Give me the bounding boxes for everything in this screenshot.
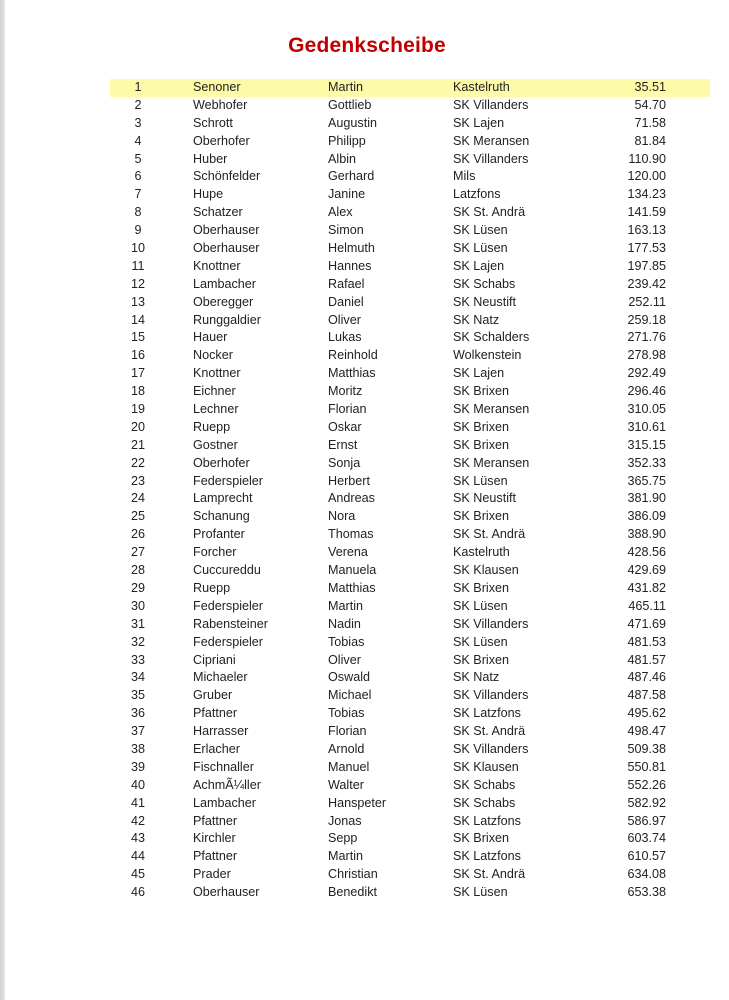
result-row	[110, 437, 710, 455]
score-cell: 197.85	[627, 258, 666, 273]
result-row	[110, 723, 710, 741]
last-name-cell: Oberhauser	[193, 241, 260, 256]
score-cell: 487.46	[627, 670, 666, 685]
rank-cell: 30	[130, 598, 145, 613]
score-cell: 278.98	[627, 348, 666, 363]
club-cell: SK Natz	[453, 670, 500, 685]
last-name-cell: Pfattner	[193, 706, 238, 721]
last-name-cell: Ruepp	[193, 580, 231, 595]
last-name-cell: Lambacher	[193, 276, 257, 291]
last-name-cell: Prader	[193, 867, 231, 882]
last-name-cell: Eichner	[193, 384, 236, 399]
club-cell: SK Villanders	[453, 151, 529, 166]
last-name-cell: Huber	[193, 151, 228, 166]
rank-cell: 5	[134, 151, 142, 166]
club-cell: SK Latzfons	[453, 813, 521, 828]
result-row	[110, 848, 710, 866]
last-name-cell: Michaeler	[193, 670, 248, 685]
last-name-cell: Ruepp	[193, 419, 231, 434]
rank-cell: 6	[134, 169, 142, 184]
result-row	[110, 759, 710, 777]
first-name-cell: Lukas	[328, 330, 362, 345]
score-cell: 429.69	[627, 563, 666, 578]
last-name-cell: Oberegger	[193, 294, 254, 309]
score-cell: 81.84	[634, 133, 666, 148]
result-row	[110, 544, 710, 562]
last-name-cell: Lamprecht	[193, 491, 253, 506]
score-cell: 120.00	[627, 169, 666, 184]
score-cell: 310.61	[627, 419, 666, 434]
club-cell: SK Brixen	[453, 509, 509, 524]
rank-cell: 10	[130, 241, 145, 256]
first-name-cell: Oliver	[328, 652, 361, 667]
club-cell: SK St. Andrä	[453, 205, 526, 220]
score-cell: 582.92	[627, 795, 666, 810]
club-cell: SK St. Andrä	[453, 527, 526, 542]
first-name-cell: Arnold	[328, 741, 365, 756]
club-cell: SK Villanders	[453, 616, 529, 631]
last-name-cell: Federspieler	[193, 634, 263, 649]
last-name-cell: Federspieler	[193, 598, 263, 613]
club-cell: SK Schabs	[453, 795, 516, 810]
result-row	[110, 652, 710, 670]
rank-cell: 16	[130, 348, 145, 363]
rank-cell: 33	[130, 652, 145, 667]
rank-cell: 36	[130, 706, 145, 721]
last-name-cell: Lechner	[193, 402, 239, 417]
club-cell: SK Villanders	[453, 688, 529, 703]
first-name-cell: Martin	[328, 598, 363, 613]
last-name-cell: Knottner	[193, 258, 241, 273]
club-cell: SK Brixen	[453, 580, 509, 595]
result-row	[110, 383, 710, 401]
score-cell: 586.97	[627, 813, 666, 828]
first-name-cell: Manuela	[328, 563, 377, 578]
first-name-cell: Tobias	[328, 634, 365, 649]
last-name-cell: AchmÃ¼ller	[193, 777, 261, 792]
rank-cell: 22	[130, 455, 145, 470]
score-cell: 498.47	[627, 724, 666, 739]
last-name-cell: Forcher	[193, 545, 237, 560]
score-cell: 292.49	[627, 366, 666, 381]
result-row	[110, 97, 710, 115]
first-name-cell: Oskar	[328, 419, 362, 434]
club-cell: Kastelruth	[453, 80, 510, 94]
club-cell: SK St. Andrä	[453, 867, 526, 882]
last-name-cell: Hauer	[193, 330, 228, 345]
club-cell: SK Brixen	[453, 652, 509, 667]
club-cell: SK Lüsen	[453, 473, 508, 488]
first-name-cell: Gerhard	[328, 169, 375, 184]
rank-cell: 4	[134, 133, 142, 148]
last-name-cell: Schanung	[193, 509, 250, 524]
rank-cell: 39	[130, 759, 145, 774]
club-cell: Latzfons	[453, 187, 501, 202]
rank-cell: 1	[134, 80, 142, 94]
score-cell: 296.46	[627, 384, 666, 399]
rank-cell: 20	[130, 419, 145, 434]
club-cell: Mils	[453, 169, 476, 184]
rank-cell: 43	[130, 831, 145, 846]
club-cell: SK Villanders	[453, 97, 529, 112]
rank-cell: 24	[130, 491, 145, 506]
result-row	[110, 347, 710, 365]
score-cell: 481.57	[627, 652, 666, 667]
last-name-cell: Webhofer	[193, 97, 248, 112]
score-cell: 495.62	[627, 706, 666, 721]
result-row	[110, 168, 710, 186]
first-name-cell: Verena	[328, 545, 368, 560]
result-row	[110, 151, 710, 169]
first-name-cell: Matthias	[328, 366, 376, 381]
score-cell: 386.09	[627, 509, 666, 524]
club-cell: SK Schabs	[453, 777, 516, 792]
first-name-cell: Benedikt	[328, 885, 378, 900]
score-cell: 134.23	[627, 187, 666, 202]
first-name-cell: Simon	[328, 223, 364, 238]
first-name-cell: Manuel	[328, 759, 370, 774]
score-cell: 634.08	[627, 867, 666, 882]
club-cell: SK Meransen	[453, 455, 530, 470]
rank-cell: 13	[130, 294, 145, 309]
result-row	[110, 455, 710, 473]
result-row	[110, 866, 710, 884]
first-name-cell: Jonas	[328, 813, 362, 828]
first-name-cell: Michael	[328, 688, 372, 703]
result-row	[110, 616, 710, 634]
first-name-cell: Rafael	[328, 276, 365, 291]
club-cell: SK Meransen	[453, 133, 530, 148]
club-cell: SK St. Andrä	[453, 724, 526, 739]
rank-cell: 35	[130, 688, 145, 703]
last-name-cell: Cuccureddu	[193, 563, 261, 578]
rank-cell: 26	[130, 527, 145, 542]
result-row	[110, 562, 710, 580]
club-cell: SK Latzfons	[453, 849, 521, 864]
last-name-cell: Profanter	[193, 527, 245, 542]
club-cell: SK Klausen	[453, 759, 519, 774]
last-name-cell: Runggaldier	[193, 312, 261, 327]
rank-cell: 7	[134, 187, 142, 202]
last-name-cell: Harrasser	[193, 724, 249, 739]
last-name-cell: Pfattner	[193, 849, 238, 864]
score-cell: 271.76	[627, 330, 666, 345]
score-cell: 610.57	[627, 849, 666, 864]
first-name-cell: Augustin	[328, 115, 378, 130]
last-name-cell: Rabensteiner	[193, 616, 268, 631]
first-name-cell: Helmuth	[328, 241, 375, 256]
result-row	[110, 258, 710, 276]
result-row	[110, 813, 710, 831]
first-name-cell: Martin	[328, 849, 363, 864]
score-cell: 465.11	[628, 598, 666, 613]
score-cell: 177.53	[627, 241, 666, 256]
result-row	[110, 508, 710, 526]
score-cell: 310.05	[627, 402, 666, 417]
first-name-cell: Alex	[328, 205, 353, 220]
page-title: Gedenkscheibe	[288, 34, 446, 57]
last-name-cell: Oberhofer	[193, 455, 250, 470]
result-row	[110, 669, 710, 687]
club-cell: SK Brixen	[453, 437, 509, 452]
rank-cell: 21	[130, 437, 145, 452]
score-cell: 110.90	[628, 151, 666, 166]
rank-cell: 46	[130, 885, 145, 900]
score-cell: 54.70	[634, 97, 666, 112]
club-cell: SK Villanders	[453, 741, 529, 756]
rank-cell: 27	[130, 545, 145, 560]
result-row	[110, 598, 710, 616]
first-name-cell: Tobias	[328, 706, 365, 721]
club-cell: SK Lajen	[453, 366, 505, 381]
last-name-cell: Gostner	[193, 437, 238, 452]
first-name-cell: Gottlieb	[328, 97, 372, 112]
first-name-cell: Janine	[328, 187, 366, 202]
first-name-cell: Ernst	[328, 437, 358, 452]
score-cell: 428.56	[627, 545, 666, 560]
rank-cell: 25	[130, 509, 145, 524]
club-cell: SK Lajen	[453, 258, 505, 273]
result-row	[110, 830, 710, 848]
score-cell: 471.69	[627, 616, 666, 631]
last-name-cell: Fischnaller	[193, 759, 254, 774]
result-row	[110, 741, 710, 759]
last-name-cell: Senoner	[193, 80, 241, 94]
result-row	[110, 294, 710, 312]
result-row	[110, 795, 710, 813]
score-cell: 509.38	[627, 741, 666, 756]
first-name-cell: Sepp	[328, 831, 358, 846]
result-row	[110, 401, 710, 419]
rank-cell: 29	[130, 580, 145, 595]
rank-cell: 34	[130, 670, 145, 685]
rank-cell: 37	[130, 724, 145, 739]
result-row	[110, 705, 710, 723]
result-row	[110, 312, 710, 330]
last-name-cell: Erlacher	[193, 741, 240, 756]
score-cell: 352.33	[627, 455, 666, 470]
rank-cell: 19	[130, 402, 145, 417]
club-cell: SK Brixen	[453, 831, 509, 846]
result-row	[110, 526, 710, 544]
result-row	[110, 365, 710, 383]
result-row	[110, 777, 710, 795]
result-row	[110, 884, 710, 902]
result-row-highlighted	[110, 79, 710, 97]
last-name-cell: Nocker	[193, 348, 233, 363]
score-cell: 163.13	[627, 223, 666, 238]
result-row	[110, 276, 710, 294]
first-name-cell: Nora	[328, 509, 356, 524]
score-cell: 252.11	[628, 294, 666, 309]
score-cell: 487.58	[627, 688, 666, 703]
first-name-cell: Matthias	[328, 580, 376, 595]
score-cell: 388.90	[627, 527, 666, 542]
club-cell: SK Lüsen	[453, 634, 508, 649]
result-row	[110, 115, 710, 133]
score-cell: 239.42	[627, 276, 666, 291]
last-name-cell: Federspieler	[193, 473, 263, 488]
first-name-cell: Hanspeter	[328, 795, 387, 810]
result-row	[110, 490, 710, 508]
club-cell: SK Lüsen	[453, 598, 508, 613]
last-name-cell: Hupe	[193, 187, 224, 202]
club-cell: SK Lüsen	[453, 885, 508, 900]
first-name-cell: Albin	[328, 151, 357, 166]
rank-cell: 8	[134, 205, 142, 220]
last-name-cell: Oberhofer	[193, 133, 250, 148]
rank-cell: 41	[130, 795, 145, 810]
rank-cell: 9	[134, 223, 142, 238]
last-name-cell: Schatzer	[193, 205, 243, 220]
result-row	[110, 240, 710, 258]
last-name-cell: Gruber	[193, 688, 233, 703]
score-cell: 71.58	[634, 115, 666, 130]
club-cell: SK Neustift	[453, 294, 516, 309]
last-name-cell: Knottner	[193, 366, 241, 381]
result-row	[110, 186, 710, 204]
rank-cell: 23	[130, 473, 145, 488]
result-row	[110, 687, 710, 705]
club-cell: SK Lüsen	[453, 241, 508, 256]
result-row	[110, 419, 710, 437]
first-name-cell: Herbert	[328, 473, 370, 488]
club-cell: SK Meransen	[453, 402, 530, 417]
club-cell: SK Neustift	[453, 491, 516, 506]
rank-cell: 28	[130, 563, 145, 578]
score-cell: 550.81	[627, 759, 666, 774]
last-name-cell: Lambacher	[193, 795, 257, 810]
rank-cell: 2	[134, 97, 142, 112]
club-cell: SK Klausen	[453, 563, 519, 578]
score-cell: 141.59	[627, 205, 666, 220]
first-name-cell: Sonja	[328, 455, 361, 470]
rank-cell: 44	[130, 849, 145, 864]
club-cell: SK Brixen	[453, 419, 509, 434]
first-name-cell: Reinhold	[328, 348, 378, 363]
first-name-cell: Moritz	[328, 384, 363, 399]
first-name-cell: Florian	[328, 402, 367, 417]
rank-cell: 32	[130, 634, 145, 649]
result-row	[110, 222, 710, 240]
results-table	[110, 79, 710, 902]
rank-cell: 31	[130, 616, 145, 631]
score-cell: 552.26	[627, 777, 666, 792]
result-row	[110, 204, 710, 222]
rank-cell: 3	[134, 115, 142, 130]
score-cell: 481.53	[627, 634, 666, 649]
rank-cell: 17	[130, 366, 145, 381]
score-cell: 35.51	[634, 80, 666, 94]
first-name-cell: Oswald	[328, 670, 370, 685]
first-name-cell: Nadin	[328, 616, 361, 631]
rank-cell: 42	[130, 813, 145, 828]
last-name-cell: Oberhauser	[193, 223, 260, 238]
last-name-cell: Pfattner	[193, 813, 238, 828]
result-row	[110, 580, 710, 598]
club-cell: SK Latzfons	[453, 706, 521, 721]
result-row	[110, 329, 710, 347]
rank-cell: 12	[130, 276, 145, 291]
first-name-cell: Hannes	[328, 258, 372, 273]
score-cell: 603.74	[627, 831, 666, 846]
first-name-cell: Florian	[328, 724, 367, 739]
club-cell: SK Schabs	[453, 276, 516, 291]
score-cell: 381.90	[627, 491, 666, 506]
club-cell: SK Lajen	[453, 115, 505, 130]
score-cell: 315.15	[627, 437, 666, 452]
club-cell: SK Schalders	[453, 330, 530, 345]
first-name-cell: Christian	[328, 867, 378, 882]
first-name-cell: Andreas	[328, 491, 375, 506]
first-name-cell: Walter	[328, 777, 364, 792]
first-name-cell: Thomas	[328, 527, 374, 542]
rank-cell: 18	[130, 384, 145, 399]
rank-cell: 40	[130, 777, 145, 792]
rank-cell: 11	[131, 258, 145, 273]
first-name-cell: Philipp	[328, 133, 366, 148]
club-cell: Wolkenstein	[453, 348, 522, 363]
last-name-cell: Schönfelder	[193, 169, 261, 184]
rank-cell: 14	[130, 312, 145, 327]
result-row	[110, 473, 710, 491]
rank-cell: 45	[130, 867, 145, 882]
score-cell: 365.75	[627, 473, 666, 488]
club-cell: SK Lüsen	[453, 223, 508, 238]
document-page	[5, 0, 729, 1000]
first-name-cell: Daniel	[328, 294, 364, 309]
last-name-cell: Oberhauser	[193, 885, 260, 900]
last-name-cell: Schrott	[193, 115, 233, 130]
first-name-cell: Martin	[328, 80, 363, 94]
club-cell: SK Brixen	[453, 384, 509, 399]
club-cell: SK Natz	[453, 312, 500, 327]
club-cell: Kastelruth	[453, 545, 510, 560]
rank-cell: 15	[130, 330, 145, 345]
result-row	[110, 133, 710, 151]
last-name-cell: Kirchler	[193, 831, 236, 846]
score-cell: 653.38	[627, 885, 666, 900]
first-name-cell: Oliver	[328, 312, 361, 327]
rank-cell: 38	[130, 741, 145, 756]
score-cell: 259.18	[627, 312, 666, 327]
result-row	[110, 634, 710, 652]
last-name-cell: Cipriani	[193, 652, 236, 667]
score-cell: 431.82	[627, 580, 666, 595]
